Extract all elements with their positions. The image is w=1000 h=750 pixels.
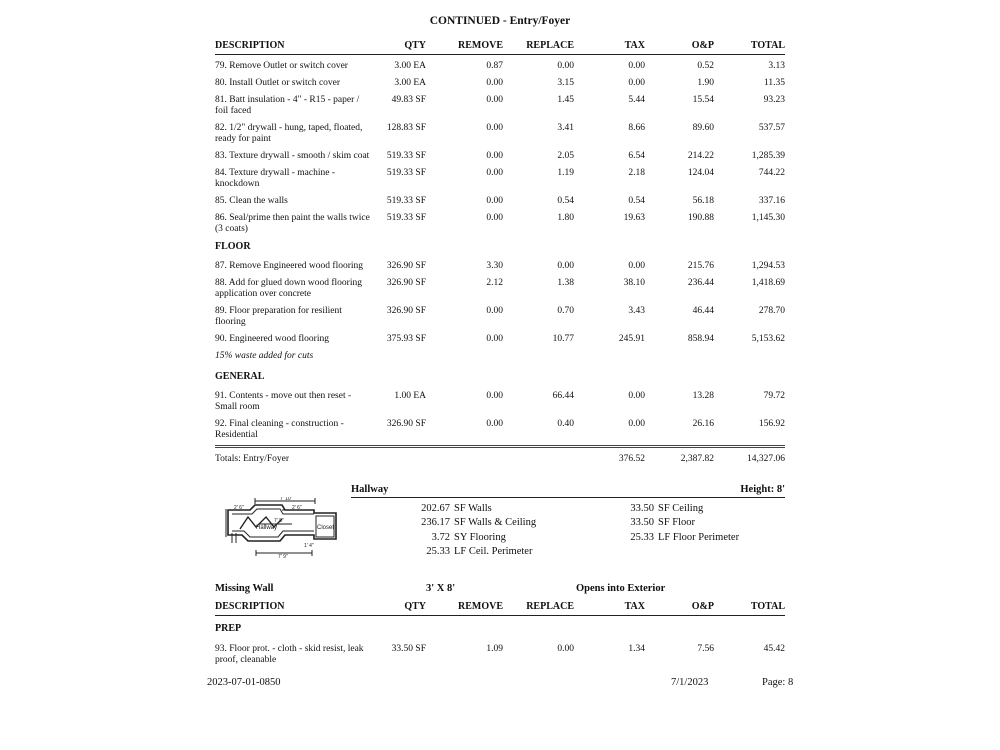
item-tax: 0.00 bbox=[628, 391, 645, 401]
col-tax: TAX bbox=[574, 601, 645, 616]
sketch-room-label: Hallway bbox=[256, 525, 278, 531]
item-tax: 6.54 bbox=[628, 151, 645, 161]
item-qty: 519.33 SF bbox=[386, 196, 426, 206]
item-replace: 0.54 bbox=[557, 196, 574, 206]
item-qty: 519.33 SF bbox=[386, 213, 426, 223]
item-op: 858.94 bbox=[687, 334, 714, 344]
item-desc: 90. Engineered wood flooring bbox=[215, 334, 329, 344]
item-total: 744.22 bbox=[758, 168, 785, 178]
item-tax: 245.91 bbox=[618, 334, 645, 344]
item-replace: 1.80 bbox=[557, 213, 574, 223]
item-qty: 33.50 SF bbox=[391, 644, 426, 654]
missing-wall-size: 3' X 8' bbox=[426, 583, 456, 594]
sketch-right-dim: 1' 4" bbox=[304, 543, 314, 549]
item-desc: 88. Add for glued down wood flooring application over concrete bbox=[215, 278, 362, 299]
table-row bbox=[215, 389, 785, 417]
item-tax: 0.00 bbox=[628, 78, 645, 88]
item-desc: 85. Clean the walls bbox=[215, 196, 288, 206]
item-desc: 79. Remove Outlet or switch cover bbox=[215, 61, 348, 71]
measurement-row bbox=[625, 502, 739, 516]
item-replace: 0.00 bbox=[557, 61, 574, 71]
sketch-closet-label: Closet bbox=[317, 525, 335, 531]
measurement-row bbox=[625, 531, 739, 545]
item-desc: 89. Floor preparation for resilient flooring bbox=[215, 306, 342, 327]
footer-page-number: Page: 8 bbox=[762, 677, 794, 688]
item-total: 93.23 bbox=[763, 95, 785, 105]
item-qty: 3.00 EA bbox=[394, 61, 426, 71]
item-tax: 38.10 bbox=[623, 278, 645, 288]
item-replace: 1.38 bbox=[557, 278, 574, 288]
measurement-unit: SF Walls & Ceiling bbox=[454, 517, 537, 529]
item-remove: 0.00 bbox=[486, 306, 503, 316]
item-tax: 5.44 bbox=[628, 95, 645, 105]
item-remove: 0.00 bbox=[486, 95, 503, 105]
item-desc: 83. Texture drywall - smooth / skim coat bbox=[215, 151, 370, 161]
item-remove: 2.12 bbox=[486, 278, 503, 288]
item-desc: 84. Texture drywall - machine - knockdown bbox=[215, 168, 335, 189]
measurement-unit: SF Ceiling bbox=[658, 503, 704, 514]
measurement-row bbox=[414, 531, 536, 545]
item-replace: 1.19 bbox=[557, 168, 574, 178]
sketch-bottom-dim: 7' 9" bbox=[278, 554, 288, 559]
totals-tax: 376.52 bbox=[574, 447, 645, 466]
measurement-unit: SF Walls bbox=[454, 503, 492, 514]
item-total: 156.92 bbox=[758, 419, 785, 429]
item-remove: 0.00 bbox=[486, 78, 503, 88]
item-remove: 1.09 bbox=[486, 644, 503, 654]
table-row bbox=[215, 642, 785, 670]
item-total: 5,153.62 bbox=[751, 334, 785, 344]
totals-op: 2,387.82 bbox=[645, 447, 714, 466]
measurement-value: 25.33 bbox=[426, 545, 450, 557]
measurement-value: 33.50 bbox=[630, 517, 654, 529]
item-total: 1,285.39 bbox=[751, 151, 785, 161]
item-op: 190.88 bbox=[687, 213, 714, 223]
measurements-right bbox=[625, 502, 739, 545]
col-description: DESCRIPTION bbox=[215, 601, 378, 616]
item-tax: 0.00 bbox=[628, 419, 645, 429]
item-total: 3.13 bbox=[768, 61, 785, 71]
item-qty: 326.90 SF bbox=[386, 306, 426, 316]
item-op: 0.52 bbox=[697, 61, 714, 71]
item-qty: 49.83 SF bbox=[391, 95, 426, 105]
item-qty: 375.93 SF bbox=[386, 334, 426, 344]
item-qty: 326.90 SF bbox=[386, 261, 426, 271]
page-title: CONTINUED - Entry/Foyer bbox=[429, 15, 571, 27]
measurement-unit: SF Floor bbox=[658, 517, 696, 529]
item-tax: 2.18 bbox=[628, 168, 645, 178]
item-total: 11.35 bbox=[763, 78, 785, 88]
measurement-row bbox=[625, 516, 739, 530]
item-tax: 8.66 bbox=[628, 123, 645, 133]
sketch-left-dim: 2' 6" bbox=[234, 505, 244, 511]
item-op: 215.76 bbox=[687, 261, 714, 271]
col-description: DESCRIPTION bbox=[215, 40, 378, 55]
table-row bbox=[215, 166, 785, 194]
item-total: 1,145.30 bbox=[751, 213, 785, 223]
col-replace: REPLACE bbox=[503, 601, 574, 616]
section-header-prep bbox=[215, 616, 785, 643]
table-row bbox=[215, 304, 785, 332]
missing-wall-opens: Opens into Exterior bbox=[576, 583, 666, 594]
item-total: 79.72 bbox=[763, 391, 785, 401]
hallway-sketch bbox=[222, 497, 342, 559]
item-qty: 326.90 SF bbox=[386, 419, 426, 429]
room-height: Height: 8' bbox=[740, 484, 785, 495]
table-row bbox=[215, 211, 785, 239]
table-row bbox=[215, 76, 785, 93]
item-qty: 128.83 SF bbox=[386, 123, 426, 133]
item-total: 278.70 bbox=[758, 306, 785, 316]
measurement-row bbox=[414, 502, 536, 516]
col-qty: QTY bbox=[378, 601, 426, 616]
item-op: 46.44 bbox=[692, 306, 714, 316]
item-total: 45.42 bbox=[763, 644, 785, 654]
waste-note: 15% waste added for cuts bbox=[215, 351, 314, 361]
estimate-table bbox=[215, 40, 785, 465]
measurement-value: 25.33 bbox=[630, 531, 654, 543]
col-remove: REMOVE bbox=[426, 40, 503, 55]
item-qty: 519.33 SF bbox=[386, 151, 426, 161]
measurement-row bbox=[414, 545, 536, 559]
item-tax: 0.54 bbox=[628, 196, 645, 206]
item-tax: 19.63 bbox=[623, 213, 645, 223]
section-label: GENERAL bbox=[215, 371, 265, 382]
item-remove: 0.00 bbox=[486, 334, 503, 344]
table-row bbox=[215, 121, 785, 149]
col-replace: REPLACE bbox=[503, 40, 574, 55]
table-row bbox=[215, 259, 785, 276]
item-op: 13.28 bbox=[692, 391, 714, 401]
table-row bbox=[215, 93, 785, 121]
table-row bbox=[215, 332, 785, 349]
missing-wall-label: Missing Wall bbox=[215, 583, 274, 594]
sketch-inner-dim: 7' 8" bbox=[274, 518, 284, 524]
item-op: 1.90 bbox=[697, 78, 714, 88]
room-header bbox=[351, 484, 785, 498]
col-qty: QTY bbox=[378, 40, 426, 55]
item-remove: 3.30 bbox=[486, 261, 503, 271]
footer-date: 7/1/2023 bbox=[671, 677, 709, 688]
item-remove: 0.00 bbox=[486, 419, 503, 429]
measurements-left bbox=[414, 502, 536, 559]
col-op: O&P bbox=[645, 601, 714, 616]
item-total: 1,418.69 bbox=[751, 278, 785, 288]
item-op: 56.18 bbox=[692, 196, 714, 206]
item-replace: 0.00 bbox=[557, 644, 574, 654]
measurement-value: 33.50 bbox=[630, 503, 654, 514]
item-total: 537.57 bbox=[758, 123, 785, 133]
item-desc: 82. 1/2" drywall - hung, taped, floated, ready for paint bbox=[215, 123, 363, 144]
item-desc: 92. Final cleaning - construction - Residential bbox=[215, 419, 344, 440]
col-total: TOTAL bbox=[714, 40, 785, 55]
table-row bbox=[215, 276, 785, 304]
item-tax: 3.43 bbox=[628, 306, 645, 316]
hallway-table bbox=[215, 601, 785, 670]
item-replace: 2.05 bbox=[557, 151, 574, 161]
measurement-value: 236.17 bbox=[421, 517, 450, 529]
item-replace: 66.44 bbox=[552, 391, 574, 401]
item-replace: 0.70 bbox=[557, 306, 574, 316]
sketch-top-right-dim: 2' 6" bbox=[292, 505, 302, 511]
col-remove: REMOVE bbox=[426, 601, 503, 616]
item-remove: 0.00 bbox=[486, 213, 503, 223]
item-qty: 519.33 SF bbox=[386, 168, 426, 178]
item-qty: 3.00 EA bbox=[394, 78, 426, 88]
table-row bbox=[215, 149, 785, 166]
col-tax: TAX bbox=[574, 40, 645, 55]
col-op: O&P bbox=[645, 40, 714, 55]
item-op: 26.16 bbox=[692, 419, 714, 429]
item-op: 124.04 bbox=[687, 168, 714, 178]
item-remove: 0.00 bbox=[486, 196, 503, 206]
item-replace: 0.40 bbox=[557, 419, 574, 429]
measurement-unit: LF Floor Perimeter bbox=[658, 531, 740, 543]
item-desc: 86. Seal/prime then paint the walls twice (3 coats) bbox=[215, 213, 370, 234]
item-desc: 91. Contents - move out then reset - Small room bbox=[215, 391, 352, 412]
totals-label: Totals: Entry/Foyer bbox=[215, 447, 574, 466]
waste-note-row bbox=[215, 349, 785, 369]
item-op: 7.56 bbox=[697, 644, 714, 654]
item-tax: 1.34 bbox=[628, 644, 645, 654]
measurement-unit: SY Flooring bbox=[454, 531, 506, 543]
item-op: 15.54 bbox=[692, 95, 714, 105]
item-remove: 0.00 bbox=[486, 168, 503, 178]
item-desc: 81. Batt insulation - 4" - R15 - paper / foil faced bbox=[215, 95, 360, 116]
item-tax: 0.00 bbox=[628, 61, 645, 71]
item-qty: 326.90 SF bbox=[386, 278, 426, 288]
measurement-unit: LF Ceil. Perimeter bbox=[454, 545, 533, 557]
section-label: FLOOR bbox=[215, 241, 251, 252]
section-label: PREP bbox=[215, 623, 242, 634]
item-remove: 0.00 bbox=[486, 151, 503, 161]
measurement-row bbox=[414, 516, 536, 530]
item-replace: 3.15 bbox=[557, 78, 574, 88]
item-replace: 1.45 bbox=[557, 95, 574, 105]
item-remove: 0.00 bbox=[486, 391, 503, 401]
table-row bbox=[215, 55, 785, 77]
measurement-value: 3.72 bbox=[431, 531, 450, 543]
room-name: Hallway bbox=[351, 484, 389, 495]
totals-row bbox=[215, 447, 785, 466]
item-total: 1,294.53 bbox=[751, 261, 785, 271]
totals-total: 14,327.06 bbox=[714, 447, 785, 466]
item-remove: 0.87 bbox=[486, 61, 503, 71]
item-replace: 3.41 bbox=[557, 123, 574, 133]
item-qty: 1.00 EA bbox=[394, 391, 426, 401]
item-desc: 80. Install Outlet or switch cover bbox=[215, 78, 341, 88]
section-header-general bbox=[215, 369, 785, 389]
item-op: 214.22 bbox=[687, 151, 714, 161]
section-header-floor bbox=[215, 239, 785, 259]
footer-estimate-id: 2023-07-01-0850 bbox=[207, 677, 281, 688]
measurement-value: 202.67 bbox=[421, 503, 450, 514]
table-row bbox=[215, 194, 785, 211]
item-total: 337.16 bbox=[758, 196, 785, 206]
table-header-row bbox=[215, 601, 785, 616]
item-remove: 0.00 bbox=[486, 123, 503, 133]
item-replace: 10.77 bbox=[552, 334, 574, 344]
item-replace: 0.00 bbox=[557, 261, 574, 271]
item-tax: 0.00 bbox=[628, 261, 645, 271]
item-op: 89.60 bbox=[692, 123, 714, 133]
table-row bbox=[215, 417, 785, 447]
sketch-top-dim: 7' 10" bbox=[280, 497, 293, 502]
table-header-row bbox=[215, 40, 785, 55]
item-op: 236.44 bbox=[687, 278, 714, 288]
col-total: TOTAL bbox=[714, 601, 785, 616]
item-desc: 93. Floor prot. - cloth - skid resist, leak proof, cleanable bbox=[215, 644, 364, 665]
item-desc: 87. Remove Engineered wood flooring bbox=[215, 261, 364, 271]
